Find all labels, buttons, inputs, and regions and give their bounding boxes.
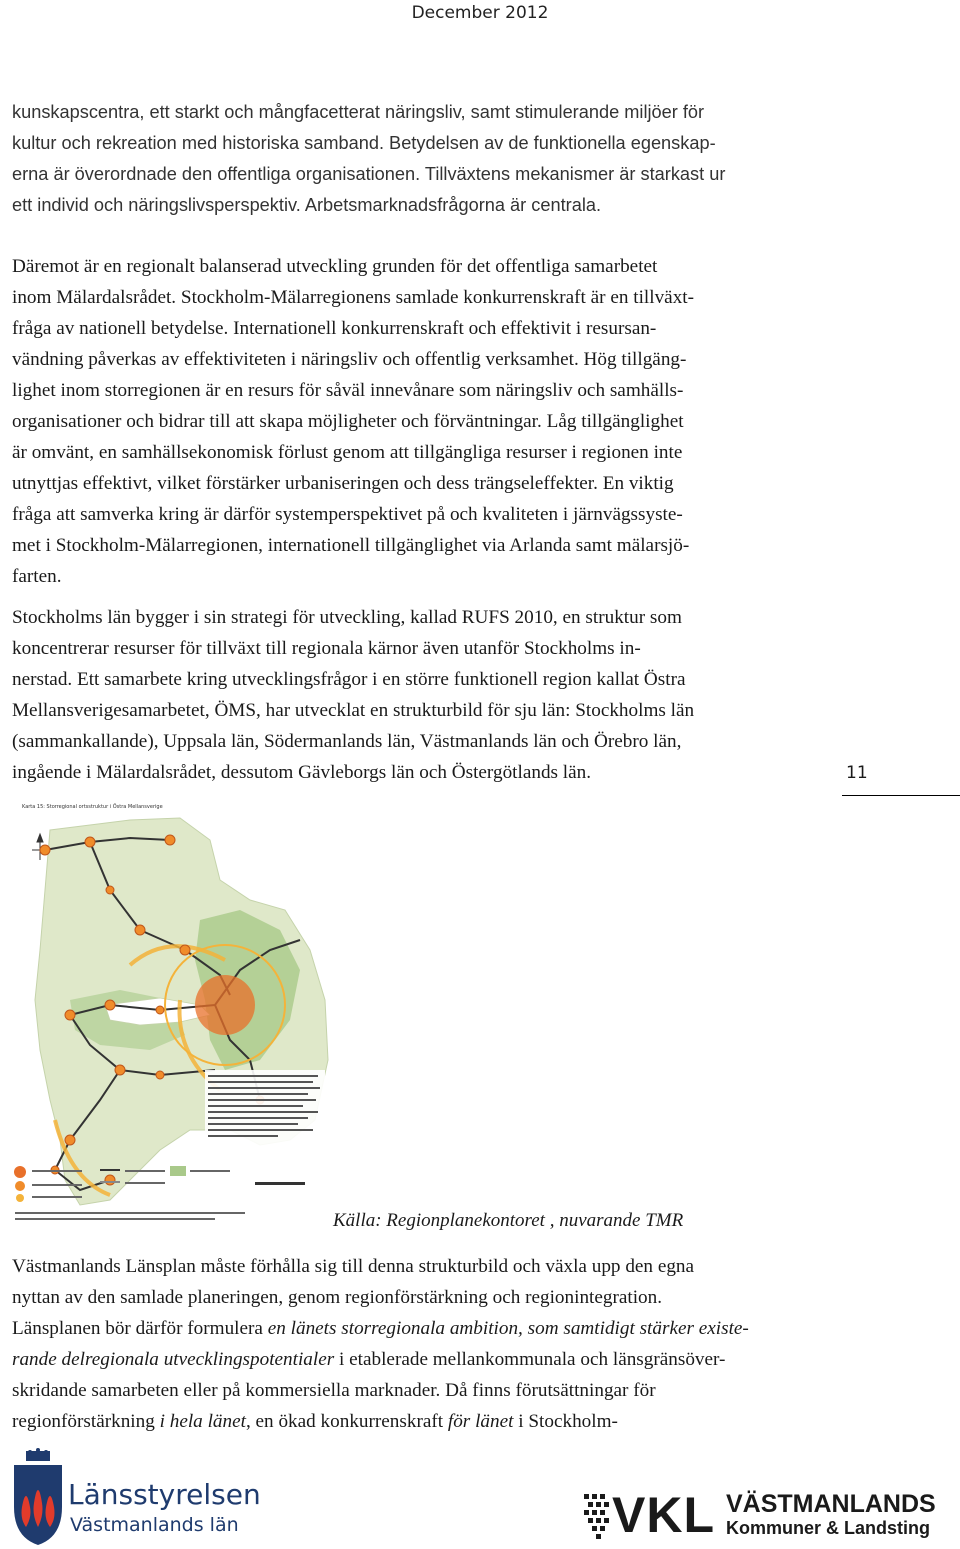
crown-shield-icon bbox=[14, 1448, 62, 1545]
paragraph-2-line: är omvänt, en samhällsekonomisk förlust genom att tillgängliga resurser i regionen inte bbox=[12, 442, 683, 463]
paragraph-3-line: ingående i Mälardalsrådet, dessutom Gävleborgs län och Östergötlands län. bbox=[12, 762, 592, 783]
text-run: regionförstärkning bbox=[12, 1411, 160, 1432]
paragraph-1-line: ett individ och näringslivsperspektiv. Arbetsmarknadsfrågorna är centrala. bbox=[12, 195, 602, 215]
vkl-region: VÄSTMANLANDS bbox=[726, 1490, 936, 1518]
map-core-stockholm bbox=[195, 975, 255, 1035]
text-run: Länsplanen bör därför formulera bbox=[12, 1318, 268, 1339]
paragraph-2-line: met i Stockholm-Mälarregionen, internationell tillgänglighet via Arlanda samt mälarsjö- bbox=[12, 535, 690, 556]
paragraph-4-line bbox=[12, 1313, 842, 1344]
text-run: i etablerade mellankommunala och länsgränsöver- bbox=[334, 1349, 726, 1370]
paragraph-2-line: Däremot är en regionalt balanserad utveckling grunden för det offentliga samarbetet bbox=[12, 256, 658, 277]
paragraph-2-line: farten. bbox=[12, 566, 62, 587]
paragraph-1-line: kunskapscentra, ett starkt och mångfacetterat näringsliv, samt stimulerande miljöer för bbox=[12, 102, 705, 122]
paragraph-1-line: erna är överordnade den offentliga organisationen. Tillväxtens mekanismer är starkast ur bbox=[12, 164, 726, 184]
regional-structure-map bbox=[10, 800, 330, 1230]
paragraph-2-line: lighet inom storregionen är en resurs för såväl innevånare som näringsliv och samhälls- bbox=[12, 380, 684, 401]
paragraph-4-line bbox=[12, 1344, 842, 1375]
map-legend-box bbox=[205, 1070, 325, 1170]
paragraph-2-line: organisationer och bidrar till att skapa möjligheter och förväntningar. Låg tillgänglighet bbox=[12, 411, 684, 432]
paragraph-2 bbox=[12, 251, 842, 592]
paragraph-4-line: nyttan av den samlade planeringen, genom regionförstärkning och regionintegration. bbox=[12, 1287, 663, 1308]
paragraph-1 bbox=[12, 97, 842, 221]
vkl-name: VKL bbox=[612, 1487, 715, 1543]
paragraph-2-line: fråga att samverka kring är därför systemperspektivet på och kvaliteten i järnvägssyste- bbox=[12, 504, 683, 525]
paragraph-4-line: skridande samarbeten eller på kommersiella marknader. Då finns förutsättningar för bbox=[12, 1380, 656, 1401]
paragraph-2-line: inom Mälardalsrådet. Stockholm-Mälarregionens samlade konkurrenskraft är en tillväxt- bbox=[12, 287, 695, 308]
page-header: December 2012 bbox=[411, 3, 549, 23]
map-key bbox=[14, 1166, 305, 1220]
page-number: 11 bbox=[846, 763, 868, 783]
emphasis-text: en länets storregionala ambition, som samtidigt stärker existe- bbox=[267, 1318, 749, 1339]
paragraph-2-line: vändning påverkas av effektiviteten i näringsliv och offentlig verksamhet. Hög tillgäng- bbox=[12, 349, 687, 370]
paragraph-3 bbox=[12, 602, 842, 788]
map-caption: Källa: Regionplanekontoret , nuvarande TMR bbox=[333, 1210, 684, 1231]
lansstyrelsen-sub: Västmanlands län bbox=[70, 1514, 239, 1536]
paragraph-2-line: utnyttjas effektivt, vilket förstärker urbaniseringen och dess trängseleffekter. En viktig bbox=[12, 473, 674, 494]
emphasis-text: för länet bbox=[447, 1411, 514, 1432]
paragraph-4-line bbox=[12, 1406, 842, 1437]
paragraph-2-line: fråga av nationell betydelse. Internationell konkurrenskraft och effektivit i resursan- bbox=[12, 318, 657, 339]
text-run: , en ökad konkurrenskraft bbox=[245, 1411, 448, 1432]
paragraph-1-line: kultur och rekreation med historiska samband. Betydelsen av de funktionella egenskap- bbox=[12, 133, 716, 153]
emphasis-text: rande delregionala utvecklingspotentialer bbox=[12, 1349, 335, 1370]
paragraph-3-line: (sammankallande), Uppsala län, Södermanlands län, Västmanlands län och Örebro län, bbox=[12, 731, 682, 752]
map-title: Karta 15: Storregional ortsstruktur i Östra Mellansverige bbox=[22, 804, 163, 810]
vkl-subtitle: Kommuner & Landsting bbox=[726, 1518, 931, 1538]
paragraph-3-line: koncentrerar resurser för tillväxt till regionala kärnor även utanför Stockholms in- bbox=[12, 638, 641, 659]
paragraph-3-line: Mellansverigesamarbetet, ÖMS, har utvecklat en strukturbild för sju län: Stockholms län bbox=[12, 700, 695, 721]
page-number-rule bbox=[842, 795, 960, 796]
paragraph-3-line: nerstad. Ett samarbete kring utvecklingsfrågor i en större funktionell region kallat Östra bbox=[12, 669, 686, 690]
text-run: i Stockholm- bbox=[513, 1411, 618, 1432]
lansstyrelsen-name: Länsstyrelsen bbox=[68, 1478, 261, 1511]
paragraph-3-line: Stockholms län bygger i sin strategi för utveckling, kallad RUFS 2010, en struktur som bbox=[12, 607, 682, 628]
emphasis-text: i hela länet bbox=[159, 1411, 246, 1432]
paragraph-4 bbox=[12, 1251, 842, 1437]
paragraph-4-line: Västmanlands Länsplan måste förhålla sig till denna strukturbild och växla upp den egna bbox=[12, 1256, 695, 1277]
